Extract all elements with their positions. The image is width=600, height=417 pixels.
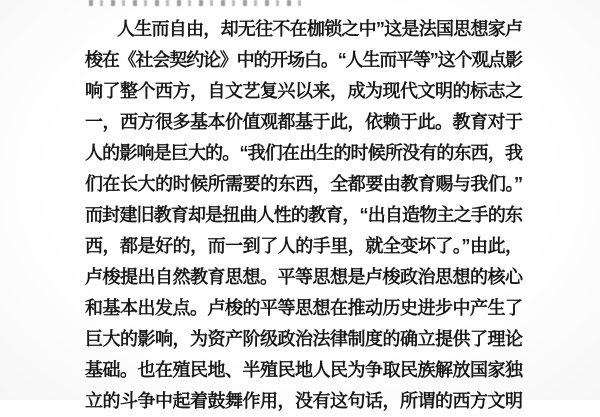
text-line: 们在长大的时候所需要的东西，全都要由教育赐与我们。”: [85, 174, 521, 194]
text-line: 巨大的影响，为资产阶级政治法律制度的确立提供了理论: [85, 329, 521, 349]
text-line: 人生而自由，却无往不在枷锁之中”这是法国思想家卢: [117, 19, 521, 39]
text-line: 人的影响是巨大的。“我们在出生的时候所没有的东西，我: [85, 143, 521, 163]
text-line: 基础。也在殖民地、半殖民地人民为争取民族解放国家独: [85, 360, 521, 380]
text-line: 响了整个西方，自文艺复兴以来，成为现代文明的标志之: [85, 81, 521, 101]
text-line: 西，都是好的，而一到了人的手里，就全变坏了。”由此，: [85, 236, 521, 256]
clipped-text-top: [89, 0, 301, 6]
text-line: 卢梭提出自然教育思想。平等思想是卢梭政治思想的核心: [85, 267, 521, 287]
body-text: [85, 14, 521, 417]
text-line: 梭在《社会契约论》中的开场白。“人生而平等”这个观点影: [85, 50, 521, 70]
text-line: 立的斗争中起着鼓舞作用，没有这句话，所谓的西方文明: [85, 391, 521, 411]
text-line: 而封建旧教育却是扭曲人性的教育，“出自造物主之手的东: [85, 205, 521, 225]
text-line: 一，西方很多基本价值观都基于此，依赖于此。教育对于: [85, 112, 521, 132]
text-line: 和基本出发点。卢梭的平等思想在推动历史进步中产生了: [85, 298, 521, 318]
